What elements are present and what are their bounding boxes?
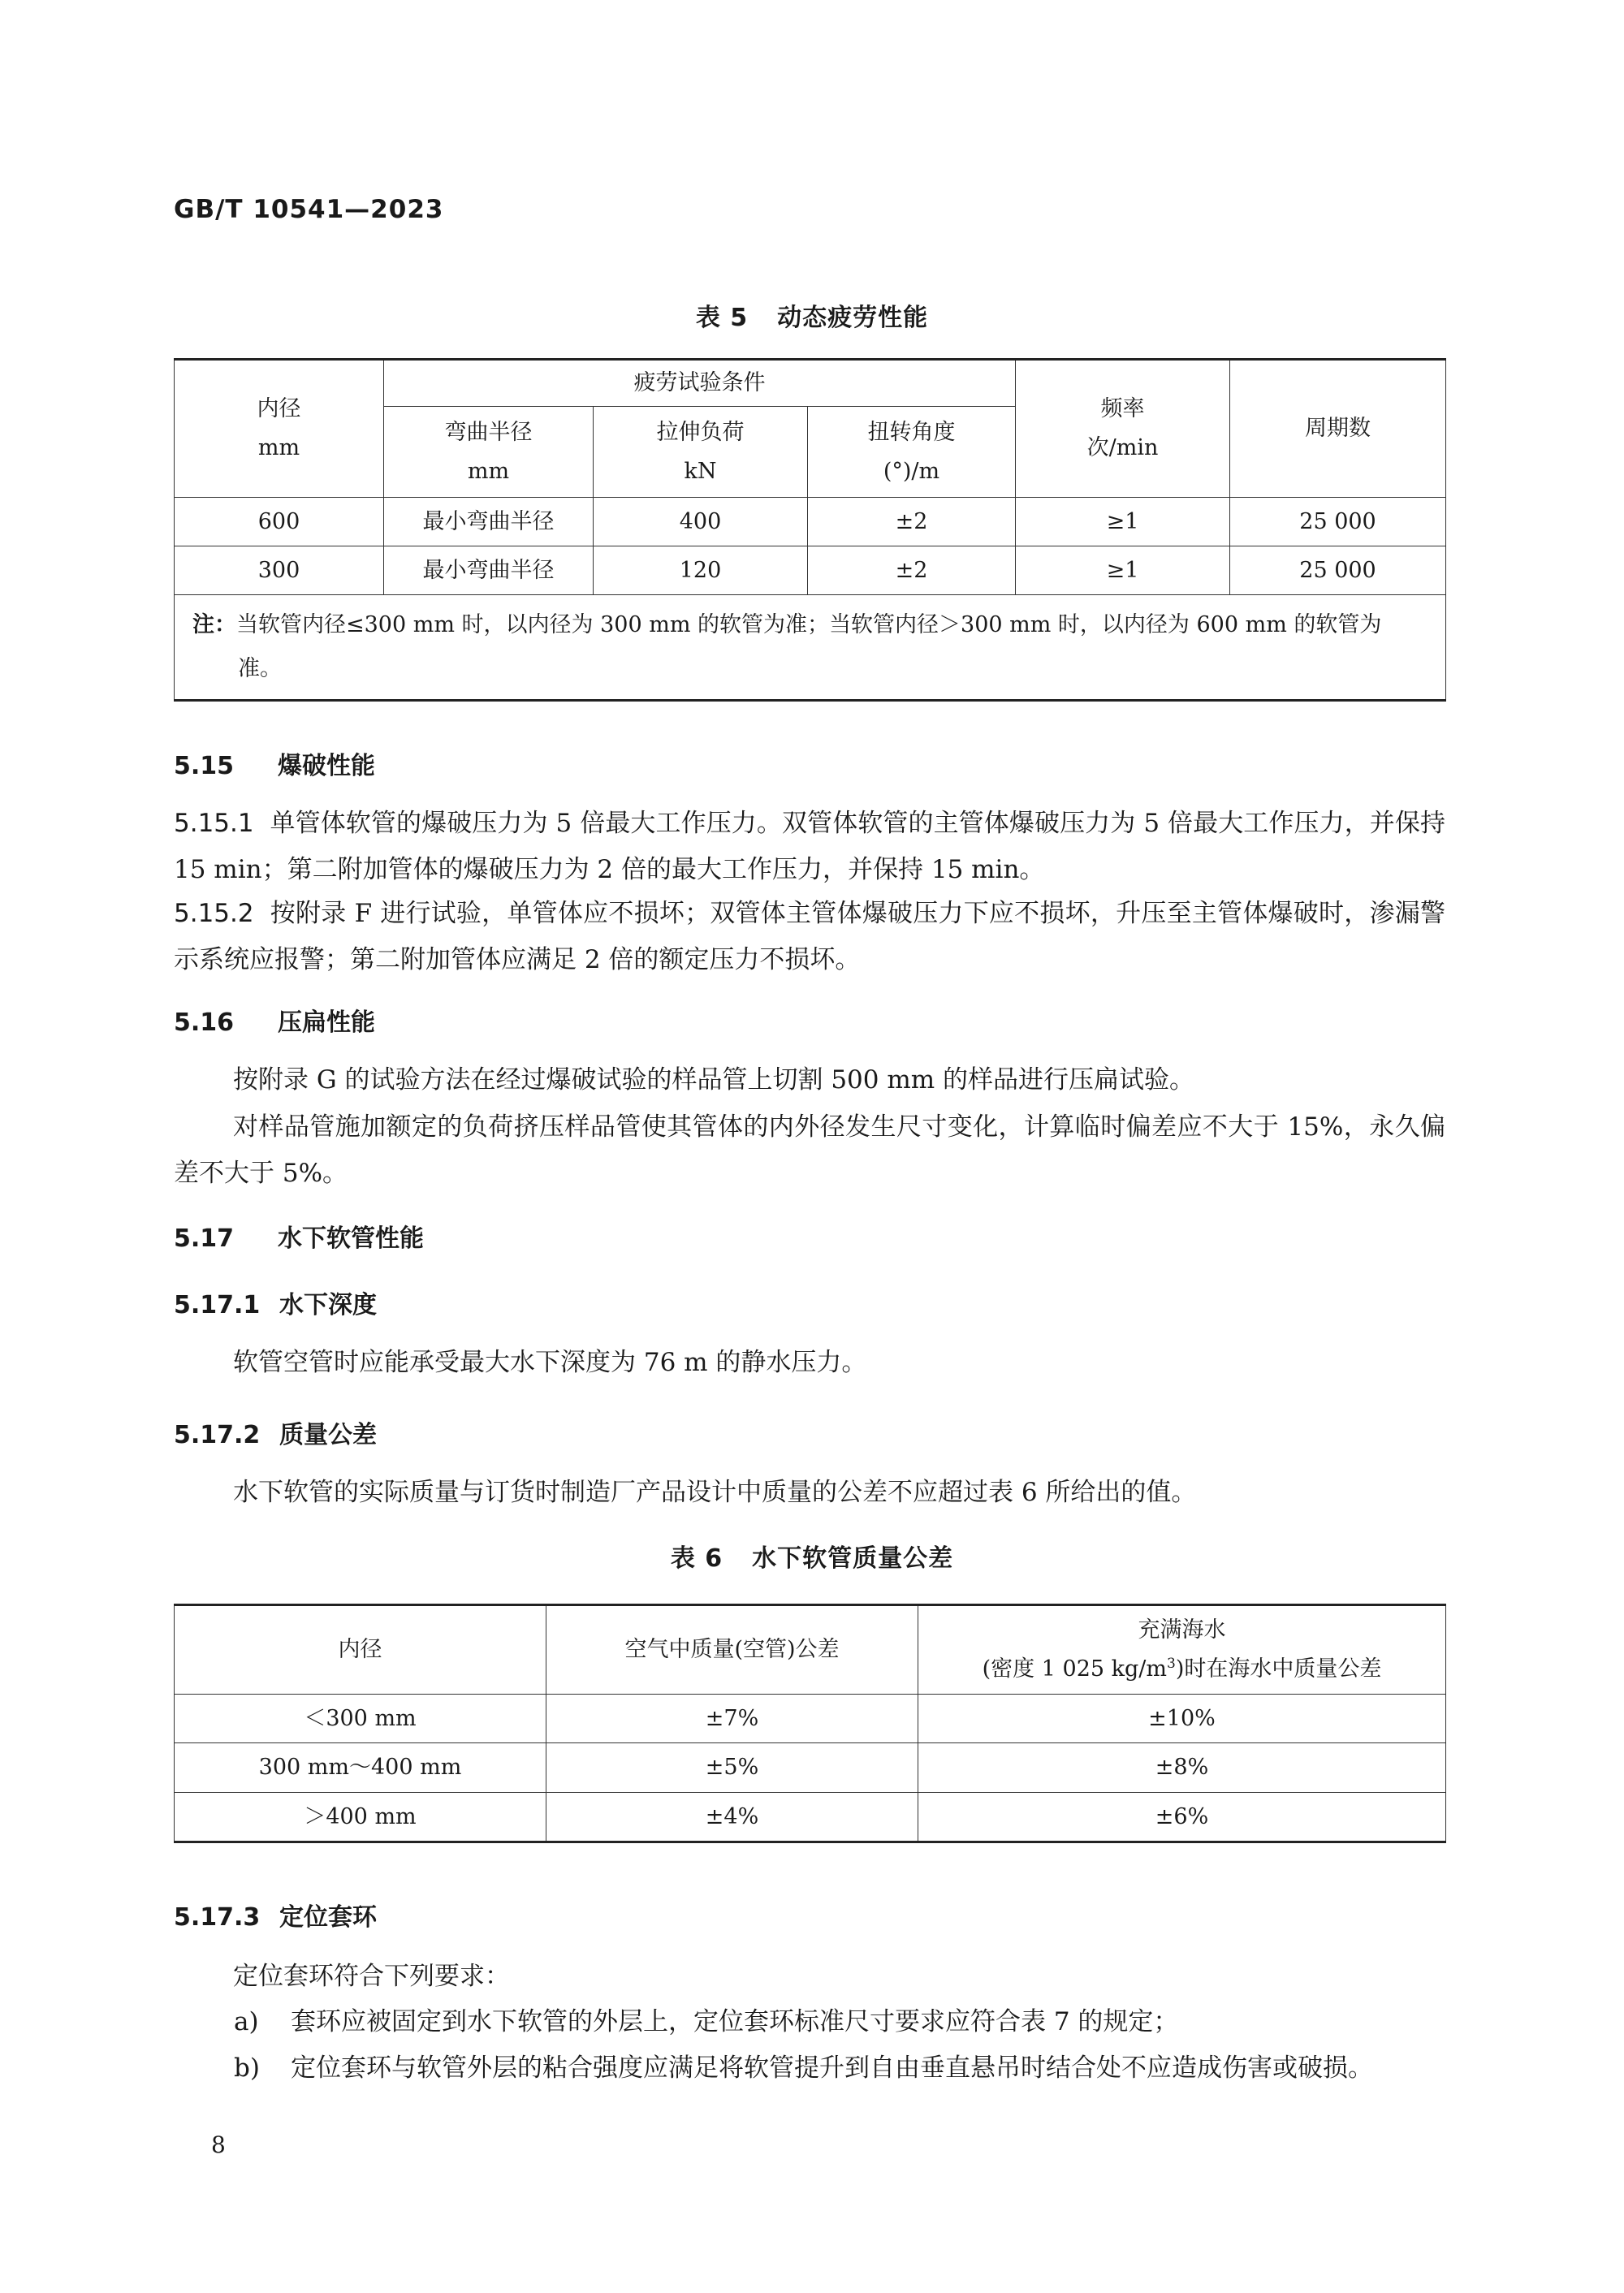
table6-caption-title: 水下软管质量公差 xyxy=(752,1544,954,1573)
t5-cell-torsion-angle: ±2 xyxy=(808,498,1016,546)
section-5173-heading: 5.17.3 定位套环 xyxy=(174,1903,377,1932)
t5-header-cycles: 周期数 xyxy=(1230,360,1446,498)
clause-5152-num: 5.15.2 xyxy=(174,899,254,928)
t6-cell-inner-dia: 300 mm～400 mm xyxy=(175,1743,546,1793)
t6-cell-air: ±5% xyxy=(546,1743,918,1793)
section-517-heading: 5.17 水下软管性能 xyxy=(174,1224,424,1253)
section-5173-list xyxy=(234,1999,1445,2092)
t6-cell-air: ±7% xyxy=(546,1695,918,1743)
table-row xyxy=(175,1793,1446,1842)
table6 xyxy=(174,1604,1446,1843)
clause-5151-num: 5.15.1 xyxy=(174,809,254,838)
table-row xyxy=(175,498,1446,546)
t5-cell-tensile-load: 400 xyxy=(594,498,808,546)
t5-note-label: 注： xyxy=(192,612,236,637)
t6-header-inner-dia: 内径 xyxy=(175,1605,546,1695)
section-516-heading: 5.16 压扁性能 xyxy=(174,1008,375,1037)
t5-cell-inner-dia: 600 xyxy=(175,498,384,546)
table-row xyxy=(175,546,1446,595)
table5-caption-title: 动态疲劳性能 xyxy=(777,304,929,332)
table-row xyxy=(175,1743,1446,1793)
table5-caption xyxy=(0,297,1624,333)
t5-note xyxy=(175,595,1446,701)
list-item xyxy=(234,2045,1445,2092)
list-marker: a) xyxy=(234,2007,259,2036)
t5-cell-bend-radius: 最小弯曲半径 xyxy=(384,498,594,546)
t5-header-inner-dia: 内径 mm xyxy=(175,360,384,498)
section-5151-paragraph xyxy=(174,801,1445,893)
table-row xyxy=(175,1695,1446,1743)
t6-header-sea-mass: 充满海水 (密度 1 025 $kg/m^3$)时在海水中质量公差 xyxy=(918,1605,1446,1695)
list-item xyxy=(234,1999,1445,2045)
t6-header-air-mass: 空气中质量(空管)公差 xyxy=(546,1605,918,1695)
section-5173-intro: 定位套环符合下列要求： xyxy=(233,1962,510,1991)
t5-cell-tensile-load: 120 xyxy=(594,546,808,595)
section-516-paragraph-1: 按附录 G 的试验方法在经过爆破试验的样品管上切割 500 mm 的样品进行压扁试验。 xyxy=(233,1065,1194,1095)
table6-caption-num: 表 6 xyxy=(670,1544,723,1573)
section-5171-paragraph: 软管空管时应能承受最大水下深度为 76 m 的静水压力。 xyxy=(233,1348,867,1377)
t6-cell-inner-dia: ＞400 mm xyxy=(175,1793,546,1842)
list-item-text: 定位套环与软管外层的粘合强度应满足将软管提升到自由垂直悬吊时结合处不应造成伤害或破损。 xyxy=(291,2053,1373,2083)
t5-cell-bend-radius: 最小弯曲半径 xyxy=(384,546,594,595)
clause-5151-text: 单管体软管的爆破压力为 5 倍最大工作压力。双管体软管的主管体爆破压力为 5 倍最大工作压力，并保持 15 min；第二附加管体的爆破压力为 2 倍的最大工作压力，并保持 15 min。 xyxy=(174,809,1445,884)
t6-cell-air: ±4% xyxy=(546,1793,918,1842)
t5-header-frequency: 频率 次/min xyxy=(1016,360,1230,498)
section-5172-heading: 5.17.2 质量公差 xyxy=(174,1421,377,1449)
t5-cell-cycles: 25 000 xyxy=(1230,546,1446,595)
list-marker: b) xyxy=(234,2053,260,2083)
page-number: 8 xyxy=(211,2131,226,2158)
table5 xyxy=(174,358,1446,702)
t6-cell-sea: ±10% xyxy=(918,1695,1446,1743)
section-5152-paragraph xyxy=(174,891,1445,983)
t5-cell-cycles: 25 000 xyxy=(1230,498,1446,546)
t5-cell-inner-dia: 300 xyxy=(175,546,384,595)
t6-cell-inner-dia: ＜300 mm xyxy=(175,1695,546,1743)
section-5171-heading: 5.17.1 水下深度 xyxy=(174,1291,377,1319)
t6-cell-sea: ±6% xyxy=(918,1793,1446,1842)
standard-id: GB/T 10541—2023 xyxy=(174,195,444,224)
t5-header-conditions: 疲劳试验条件 xyxy=(384,360,1016,407)
t5-note-text: 当软管内径≤300 mm 时，以内径为 300 mm 的软管为准；当软管内径＞300 mm 时，以内径为 600 mm 的软管为准。 xyxy=(236,612,1382,681)
t5-cell-torsion-angle: ±2 xyxy=(808,546,1016,595)
clause-5152-text: 按附录 F 进行试验，单管体应不损坏；双管体主管体爆破压力下应不损坏，升压至主管体爆破时，渗漏警示系统应报警；第二附加管体应满足 2 倍的额定压力不损坏。 xyxy=(174,899,1445,974)
table6-caption xyxy=(0,1538,1624,1574)
section-5172-paragraph: 水下软管的实际质量与订货时制造厂产品设计中质量的公差不应超过表 6 所给出的值。 xyxy=(233,1478,1197,1507)
list-item-text: 套环应被固定到水下软管的外层上，定位套环标准尺寸要求应符合表 7 的规定； xyxy=(291,2007,1179,2036)
t5-header-tensile-load: 拉伸负荷 kN xyxy=(594,407,808,498)
section-515-heading: 5.15 爆破性能 xyxy=(174,752,375,780)
t5-header-bend-radius: 弯曲半径 mm xyxy=(384,407,594,498)
t5-header-torsion-angle: 扭转角度 (°)/m xyxy=(808,407,1016,498)
t5-cell-frequency: ≥1 xyxy=(1016,546,1230,595)
section-516-paragraph-2: 对样品管施加额定的负荷挤压样品管使其管体的内外径发生尺寸变化，计算临时偏差应不大于 15%，永久偏差不大于 5%。 xyxy=(174,1112,1445,1188)
table5-caption-num: 表 5 xyxy=(695,304,749,332)
t6-cell-sea: ±8% xyxy=(918,1743,1446,1793)
t5-cell-frequency: ≥1 xyxy=(1016,498,1230,546)
